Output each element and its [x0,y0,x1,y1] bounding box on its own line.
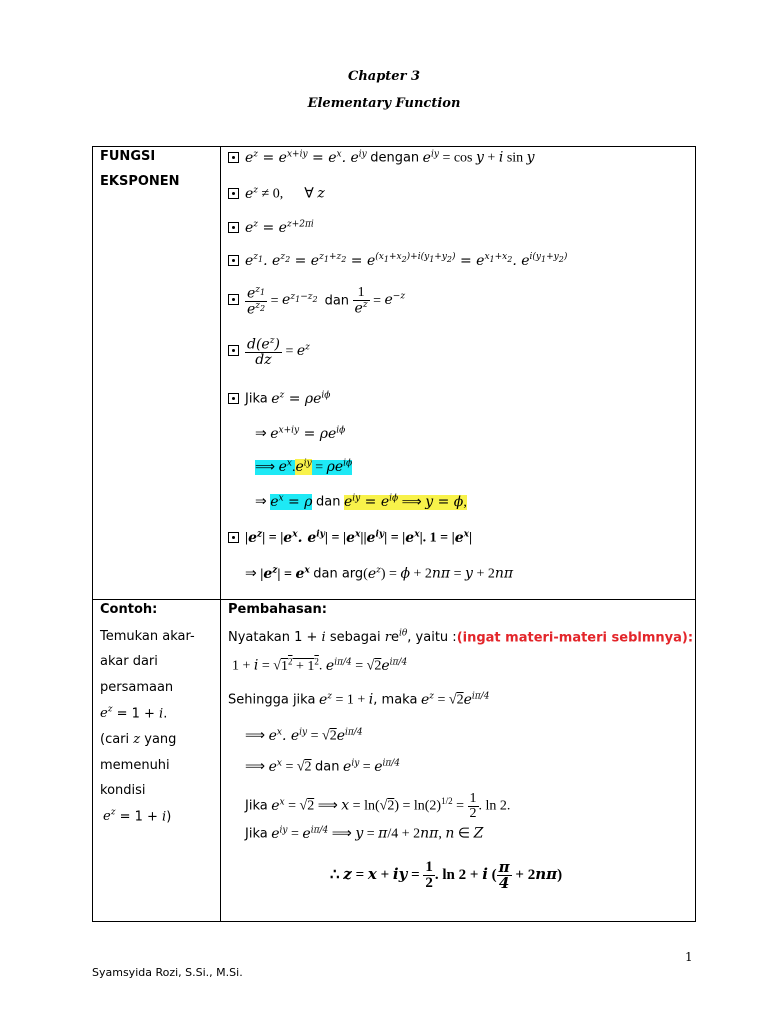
rule-4: $e^{z_1}$. $e^{z_2} = e^{z_1+z_2} = e^{(x_1+x_2)+i(y_1+y_2)} = e^{x_1+x_2}$. $e^{i(y_1+y_2)}$ [228,253,567,269]
example-hint-line3: kondisi [100,783,146,798]
bullet-box-icon [228,152,239,163]
example-hint-line1: (cari z yang [100,732,177,747]
solution-line5: ⟹ $e^x = √2$ dan $e^{iy} = e^{i\pi/4}$ [245,758,401,775]
example-label: Contoh: [100,602,158,617]
bullet-box-icon [228,393,239,404]
topic-label-fungsi: FUNGSI [100,149,156,164]
example-text-line2: akar dari [100,654,158,669]
rule-7-step2-highlighted: ⟹ $e^x.e^{iy} = \rho e^{i\phi}$ [255,458,353,475]
example-text-line3: persamaan [100,680,174,695]
author-name: Syamsyida Rozi, S.Si., M.Si. [92,966,243,979]
solution-line6: Jika $e^x = √2$ ⟹ $x = \ln(√2) = \ln(2)^{1/2}$ = $\frac{1}{2}$ . ln 2. [245,791,511,821]
rule-7-step3: ⇒ $e^x = \rho$ dan $e^{iy} = e^{i\phi}$ ⟹ y = ϕ, [255,493,467,510]
solution-line7: Jika $e^{iy} = e^{i\pi/4}$ ⟹ y = π/4 + 2nπ, n ∈ Z [245,825,484,842]
chapter-title: Elementary Function [307,96,461,111]
bullet-box-icon [228,255,239,266]
bullet-box-icon [228,294,239,305]
solution-line4: ⟹ $e^x$. $e^{iy} = √2e^{i\pi/4}$ [245,727,363,744]
rule-6: $\frac{d(e^z)}{dz}$ = $e^z$ [228,337,310,367]
bullet-box-icon [228,188,239,199]
example-hint-line4: $e^z = 1 + i$) [103,808,172,825]
rule-8-step: ⇒ $|e^z| = e^x$ dan $arg(e^z) = \phi + 2n\pi = y + 2n\pi$ [245,565,514,582]
solution-final: ∴ z = x + iy = $\frac{1}{2}$ . ln 2 + i ( $\frac{\pi}{4}$ + 2nπ) [330,858,563,892]
solution-line2: $1 + i = √1^2 + 1^2$. $e^{i\pi/4} = √2e^{i\pi/4}$ [232,656,408,674]
page-number: 1 [685,950,693,964]
chapter-label: Chapter 3 [347,69,420,84]
solution-line1: Nyatakan 1 + i sebagai $re^{i\theta}$, yaitu :(ingat materi-materi seblmnya): [228,629,694,646]
rule-8: $|e^z| = |e^x$. $e^{iy}| = |e^x||e^{iy}| = |e^x|$. $1 = |e^x|$ [228,530,472,546]
rule-1: $e^z = e^{x+iy} = e^x$. $e^{iy}$ dengan $e^{iy} = \cos y + i$ sin y [228,150,535,166]
bullet-box-icon [228,532,239,543]
rule-7: Jika $e^z = \rho e^{i\phi}$ [228,391,330,407]
example-equation: $e^z = 1 + i$. [100,705,168,722]
rule-5: $\frac{e^{z_1}}{e^{z_2}}$ = $e^{z_1-z_2}$ dan $\frac{1}{e^z}$ = $e^{-z}$ [228,286,405,316]
rule-2: $e^z \ne 0$, ∀ z [228,186,325,202]
rule-7-step1: ⇒ $e^{x+iy} = \rho e^{i\phi}$ [255,425,346,442]
topic-label-eksponen: EKSPONEN [100,174,180,189]
solution-line3: Sehingga jika $e^z = 1 + i$, maka $e^z = √2e^{i\pi/4}$ [228,691,490,708]
example-text-line1: Temukan akar- [100,629,195,644]
bullet-box-icon [228,222,239,233]
table-row-divider [92,599,696,600]
solution-heading: Pembahasan: [228,602,327,617]
example-hint-line2: memenuhi [100,758,170,773]
table-column-divider [220,146,221,922]
bullet-box-icon [228,345,239,356]
rule-3: $e^z = e^{z+2\pi i}$ [228,220,314,236]
